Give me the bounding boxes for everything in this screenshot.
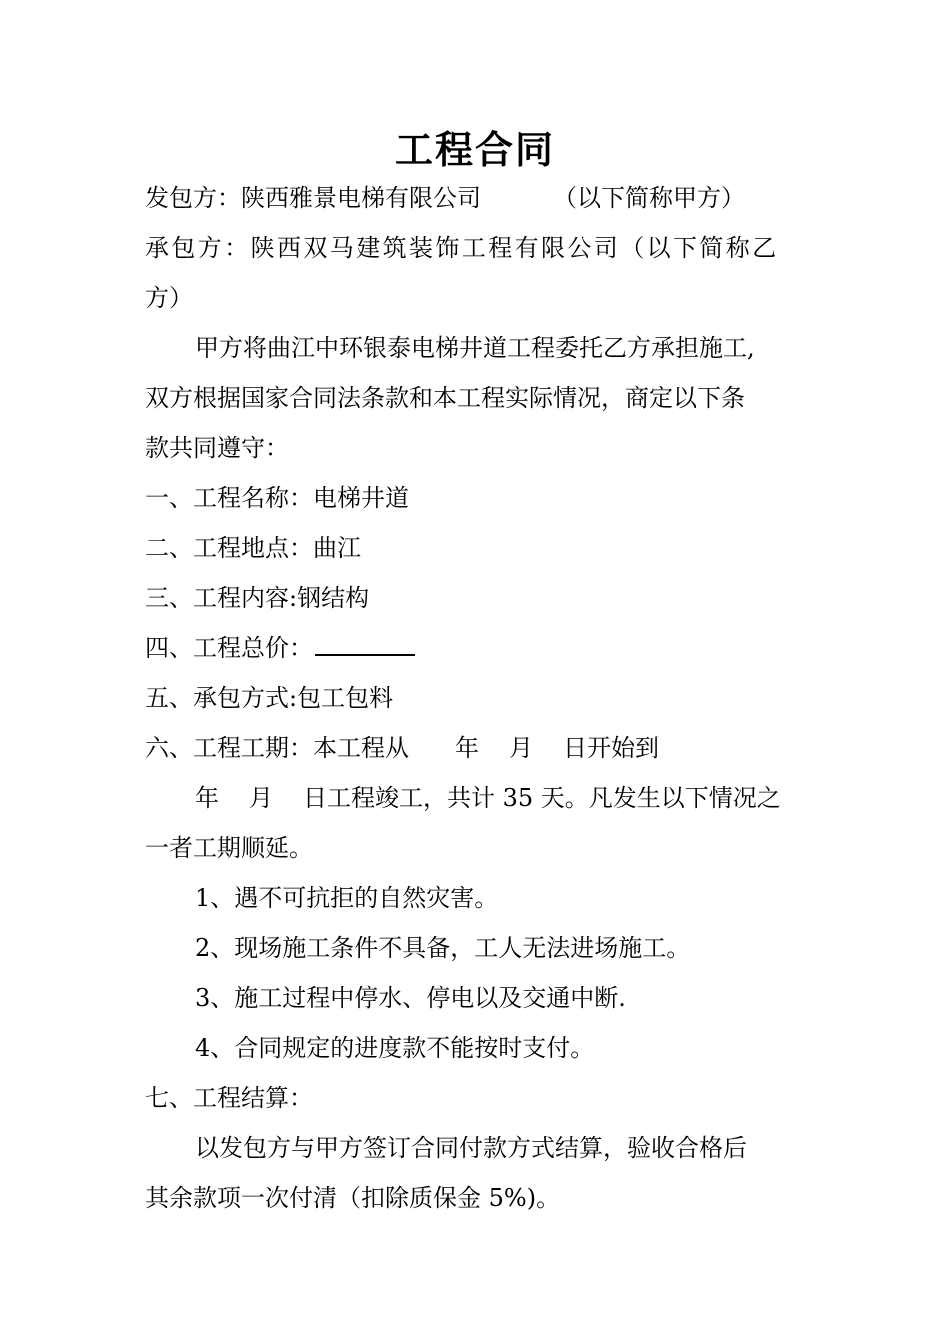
start-year: 年 [455, 734, 479, 762]
clause-6-line-3: 一者工期顺延。 [145, 834, 313, 862]
condition-3: 3、施工过程中停水、停电以及交通中断. [195, 984, 626, 1012]
intro-line-2: 双方根据国家合同法条款和本工程实际情况，商定以下条 [145, 384, 745, 412]
party-a-label: 发包方： [145, 184, 241, 212]
clause-4-label: 四、工程总价： [145, 634, 313, 662]
party-a-alias: （以下简称甲方） [553, 184, 745, 212]
condition-4: 4、合同规定的进度款不能按时支付。 [195, 1034, 595, 1062]
start-month: 月 [509, 734, 533, 762]
settlement-line-1: 以发包方与甲方签订合同付款方式结算，验收合格后 [195, 1134, 747, 1162]
party-a-name: 陕西雅景电梯有限公司 [241, 184, 481, 212]
clause-4 [145, 628, 415, 668]
party-b-line-1: 承包方：陕西双马建筑装饰工程有限公司（以下简称乙 [145, 234, 779, 262]
clause-6-line-2 [195, 778, 781, 818]
end-year: 年 [195, 784, 219, 812]
clause-2: 二、工程地点：曲江 [145, 534, 361, 562]
end-day-tail: 日工程竣工，共计 35 天。凡发生以下情况之 [303, 784, 781, 812]
start-day: 日开始到 [563, 734, 659, 762]
intro-line-1: 甲方将曲江中环银泰电梯井道工程委托乙方承担施工, [195, 334, 755, 362]
clause-5: 五、承包方式:包工包料 [145, 684, 394, 712]
end-month: 月 [249, 784, 273, 812]
clause-6-line-1 [145, 728, 659, 768]
settlement-line-2: 其余款项一次付清（扣除质保金 5%)。 [145, 1184, 561, 1212]
total-price-blank [315, 628, 415, 656]
clause-7: 七、工程结算： [145, 1084, 313, 1112]
clause-6-prefix: 六、工程工期：本工程从 [145, 734, 409, 762]
document-title: 工程合同 [394, 127, 555, 172]
clause-1: 一、工程名称：电梯井道 [145, 484, 409, 512]
party-b-line-2: 方） [145, 284, 193, 312]
condition-1: 1、遇不可抗拒的自然灾害。 [195, 884, 499, 912]
condition-2: 2、现场施工条件不具备，工人无法进场施工。 [195, 934, 691, 962]
clause-3: 三、工程内容:钢结构 [145, 584, 370, 612]
intro-line-3: 款共同遵守： [145, 434, 289, 462]
party-a-line [145, 178, 745, 218]
